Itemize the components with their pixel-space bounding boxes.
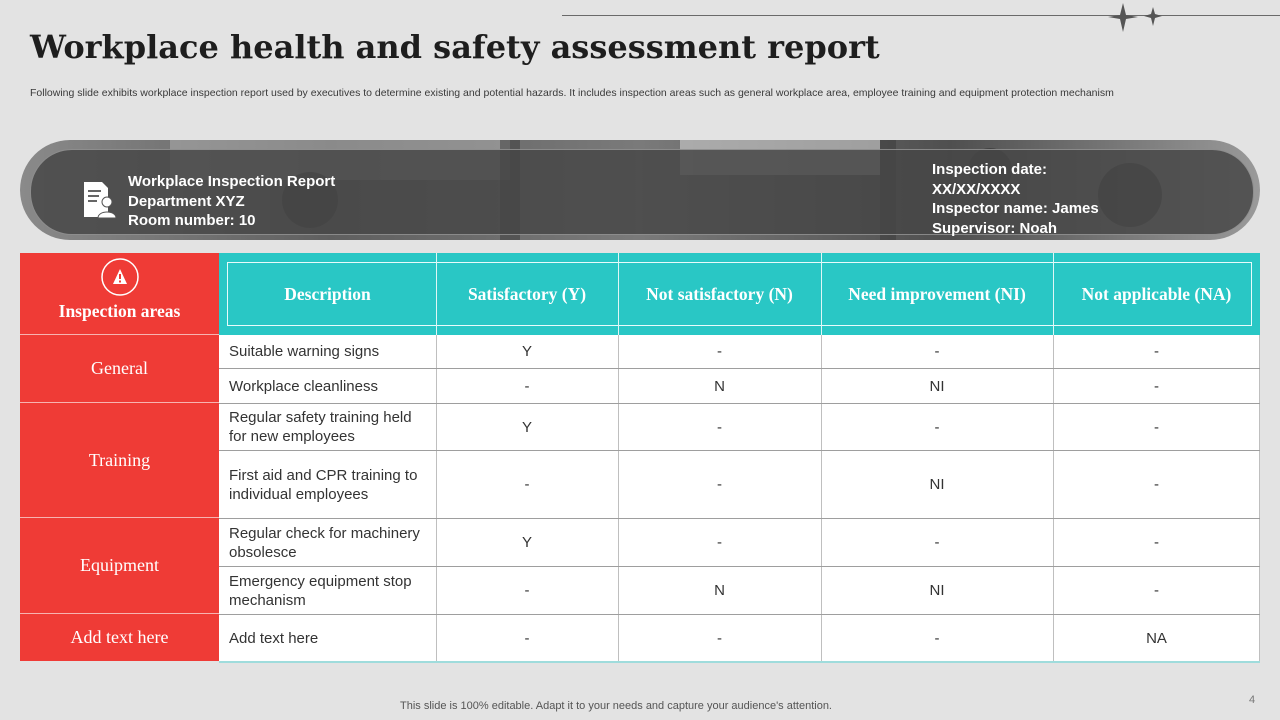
group-training: Training: [20, 403, 219, 518]
group-general: General: [20, 335, 219, 403]
footer-note: This slide is 100% editable. Adapt it to your needs and capture your audience's attention.: [400, 700, 832, 712]
cell-not-satisfactory: -: [717, 476, 722, 493]
cell-not-applicable: NA: [1146, 629, 1167, 647]
banner-overlay: [30, 149, 1254, 235]
cell-satisfactory: -: [524, 582, 530, 599]
header-not-applicable: Not applicable (NA): [1081, 283, 1232, 304]
cell-not-applicable: -: [1154, 534, 1159, 551]
cell-need-improvement: -: [934, 534, 940, 551]
row-description: Emergency equipment stop mechanism: [229, 572, 412, 609]
sparkle-stars-icon: [1105, 1, 1169, 35]
row-description: Regular safety training held for new employees: [229, 409, 412, 445]
cell-not-applicable: -: [1154, 582, 1159, 599]
banner-room-number: Room number: 10: [128, 212, 256, 229]
row-description: Suitable warning signs: [229, 343, 380, 360]
banner-date-value: XX/XX/XXXX: [932, 180, 1021, 198]
header-description: Description: [284, 283, 371, 304]
safety-badge-icon: [100, 257, 140, 297]
cell-need-improvement: -: [934, 418, 940, 436]
cell-not-applicable: -: [1154, 418, 1159, 436]
header-satisfactory: Satisfactory (Y): [467, 283, 587, 304]
cell-need-improvement: NI: [929, 476, 945, 493]
cell-not-applicable: -: [1154, 343, 1159, 360]
page-subtitle: Following slide exhibits workplace inspection report used by executives to determine existing and potential hazards. It includes inspection areas such as general workplace area, employee training and equipment protection mechanism: [30, 87, 1114, 99]
banner-report-title: Workplace Inspection Report: [128, 173, 336, 190]
header-rule: [562, 15, 1280, 16]
page-number: 4: [1249, 694, 1256, 706]
inspection-table: [20, 253, 1260, 661]
report-banner: [20, 140, 1260, 240]
group-add-text: Add text here: [20, 614, 219, 661]
cell-not-applicable: -: [1154, 476, 1159, 493]
banner-inspector: Inspector name: James: [932, 200, 1099, 217]
cell-need-improvement: NI: [929, 582, 945, 599]
cell-not-applicable: -: [1154, 377, 1159, 395]
banner-date-label: Inspection date:: [932, 161, 1048, 178]
group-equipment: Equipment: [20, 518, 219, 614]
row-description: Workplace cleanliness: [229, 377, 378, 395]
cell-need-improvement: NI: [929, 377, 945, 395]
cell-satisfactory: -: [524, 629, 530, 647]
table-header-row: [219, 253, 1260, 335]
inspection-areas-header: [20, 253, 219, 335]
row-description: Regular check for machinery obsolesce: [229, 524, 420, 561]
document-user-icon: [81, 181, 117, 219]
banner-department: Department XYZ: [128, 192, 245, 210]
cell-not-satisfactory: -: [717, 418, 722, 436]
cell-need-improvement: -: [934, 343, 940, 360]
banner-left-info: [128, 172, 335, 231]
header-not-satisfactory: Not satisfactory (N): [646, 283, 793, 304]
cell-not-satisfactory: -: [717, 629, 722, 647]
inspection-areas-label: Inspection areas: [58, 301, 181, 321]
header-need-improvement: Need improvement (NI): [848, 283, 1026, 304]
cell-not-satisfactory: -: [717, 534, 722, 551]
cell-not-satisfactory: N: [714, 582, 725, 599]
cell-not-satisfactory: N: [714, 377, 725, 395]
cell-satisfactory: -: [524, 377, 530, 395]
cell-satisfactory: Y: [521, 534, 532, 551]
banner-supervisor: Supervisor: Noah: [932, 219, 1058, 237]
page-title: Workplace health and safety assessment report: [30, 28, 880, 66]
row-description: First aid and CPR training to individual employees: [229, 466, 418, 503]
cell-satisfactory: -: [524, 476, 530, 493]
cell-satisfactory: Y: [521, 343, 532, 360]
row-description: Add text here: [229, 629, 319, 647]
cell-satisfactory: Y: [521, 418, 532, 436]
cell-need-improvement: -: [934, 629, 940, 647]
banner-right-info: [932, 160, 1099, 238]
cell-not-satisfactory: -: [717, 343, 722, 360]
